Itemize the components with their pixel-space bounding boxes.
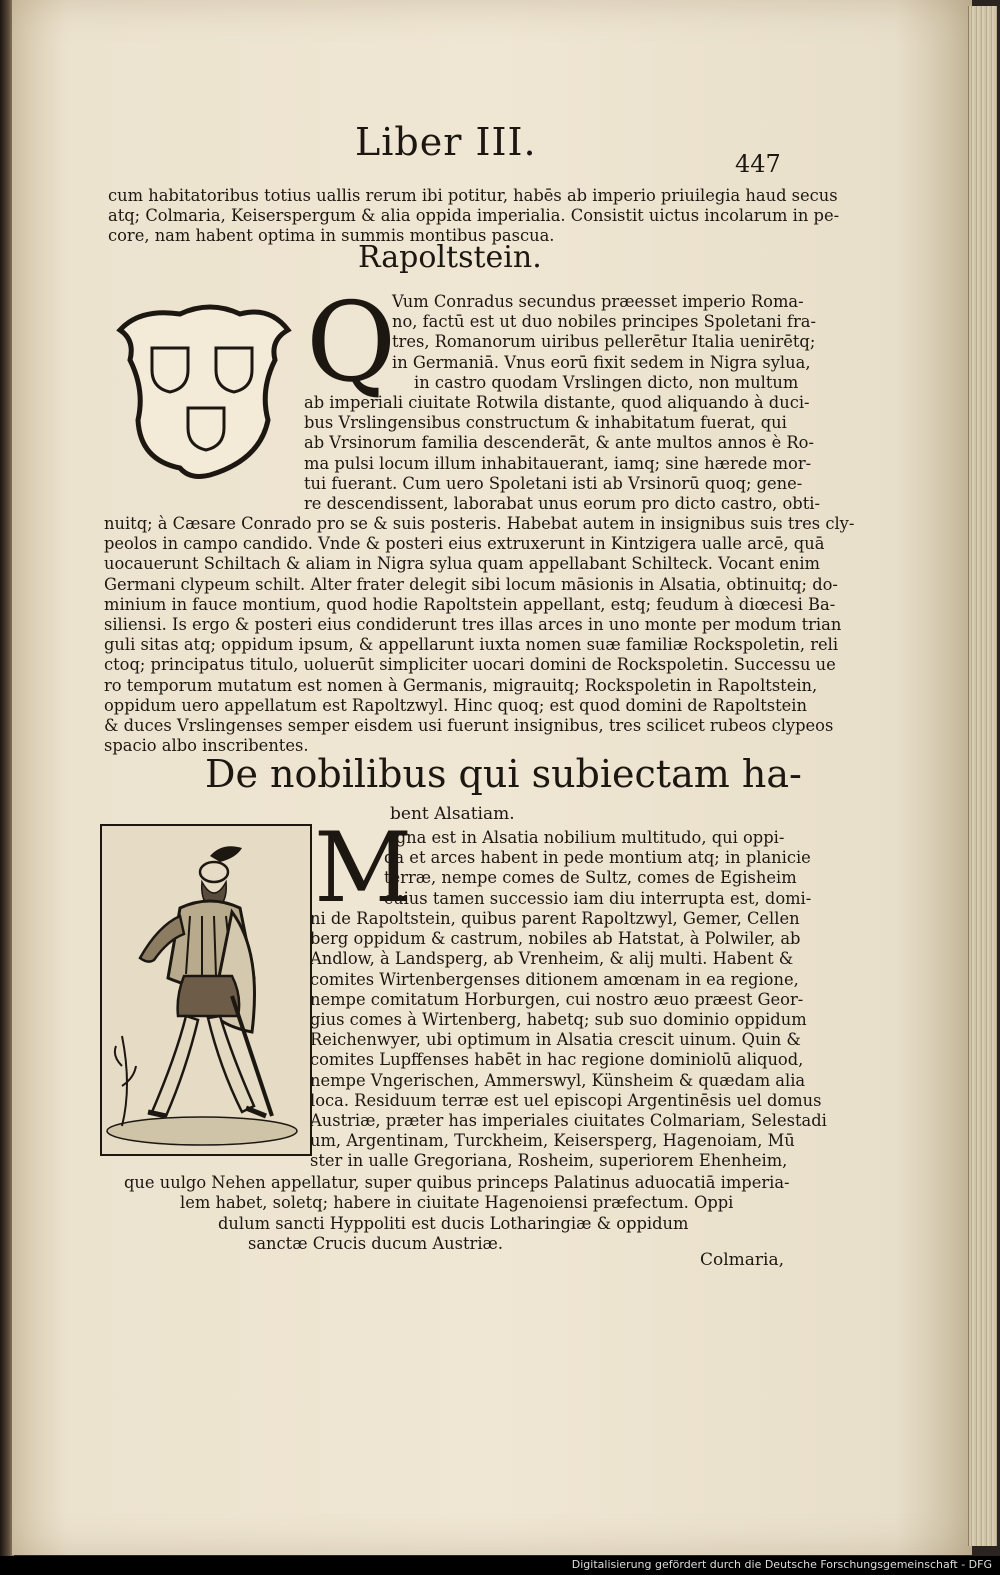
text-line: um, Argentinam, Turckheim, Keisersperg, Hagenoiam, Mū [310, 1131, 795, 1151]
text-line: peolos in campo candido. Vnde & posteri eius extruxerunt in Kintzigera ualle arcē, quā [104, 534, 825, 554]
text-line: ma pulsi locum illum inhabitauerant, iamq; sine hærede mor- [304, 453, 812, 473]
text-line: ro temporum mutatum est nomen à Germanis, migrauitq; Rockspoletin in Rapoltstein, [104, 675, 818, 695]
text-line: terræ, nempe comes de Sultz, comes de Egisheim [384, 868, 797, 888]
text-line: re descendissent, laborabat unus eorum pro dicto castro, obti- [304, 494, 820, 514]
text-line: ctoq; principatus titulo, uoluerūt simpliciter uocari domini de Rockspoletin. Successu ue [104, 655, 836, 675]
text-line: lem habet, soletq; habere in ciuitate Hagenoiensi præfectum. Oppi [180, 1193, 734, 1212]
text-line: spacio albo inscribentes. [104, 736, 309, 756]
text-line: nuitq; à Cæsare Conrado pro se & suis posteris. Habebat autem in insignibus suis tres cly- [104, 514, 855, 533]
section2-closing-c [218, 1214, 688, 1254]
text-line: dulum sancti Hyppoliti est ducis Lotharingiæ & oppidum [218, 1214, 689, 1233]
section2-dropcap-lines [384, 828, 811, 909]
text-line: bent Alsatiam. [390, 804, 515, 824]
text-line: Vum Conradus secundus præesset imperio Roma- [392, 292, 804, 311]
text-line: guli sitas atq; oppidum ipsum, & appellarunt iuxta nomen suæ familiæ Rockspoletin, reli [104, 635, 839, 655]
text-line: no, factū est ut duo nobiles principes Spoletani fra- [392, 312, 816, 332]
section2-beside-illustration [310, 909, 827, 1172]
page-stack-edge [968, 6, 997, 1546]
nobleman-woodcut-illustration [100, 824, 312, 1156]
text-line: ster in ualle Gregoriana, Rosheim, superiorem Ehenheim, [310, 1151, 788, 1171]
text-line: nempe Vngerischen, Ammerswyl, Künsheim & quædam alia [310, 1070, 806, 1090]
text-line: Agna est in Alsatia nobilium multitudo, qui oppi- [384, 828, 785, 847]
text-line: Austriæ, præter has imperiales ciuitates Colmariam, Selestadi [310, 1111, 827, 1131]
section1-indented-b [304, 393, 820, 514]
drop-capital-m: M [314, 812, 413, 924]
section2-closing-b [180, 1193, 733, 1213]
text-line: in castro quodam Vrslingen dicto, non multum [414, 372, 799, 392]
section-title-nobles: De nobilibus qui subiectam ha- [205, 752, 802, 796]
running-head: Liber III. [355, 120, 537, 164]
text-line: cum habitatoribus totius uallis rerum ibi potitur, habēs ab imperio priuilegia haud secus [108, 186, 838, 205]
text-line: comites Wirtenbergenses ditionem amœnam in ea regione, [310, 969, 799, 989]
text-line: ni de Rapoltstein, quibus parent Rapoltzwyl, Gemer, Cellen [310, 909, 800, 928]
text-line: core, nam habent optima in summis montibus pascua. [108, 226, 555, 246]
text-line: Reichenwyer, ubi optimum in Alsatia crescit uinum. Quin & [310, 1030, 801, 1050]
digitization-credit: Digitalisierung gefördert durch die Deutsche Forschungsgemeinschaft - DFG [571, 1558, 992, 1571]
text-line: que uulgo Nehen appellatur, super quibus princeps Palatinus aduocatiā imperia- [124, 1173, 790, 1192]
text-line: uocauerunt Schiltach & aliam in Nigra sylua quam appellabant Schilteck. Vocant enim [104, 554, 820, 574]
text-line: Andlow, à Landsperg, ab Vrenheim, & alij multi. Habent & [310, 949, 794, 969]
intro-paragraph [108, 186, 839, 247]
text-line: siliensi. Is ergo & posteri eius condiderunt tres illas arces in uno monte per modum trian [104, 615, 842, 635]
section1-indented-a [392, 292, 816, 393]
drop-capital-q: Q [306, 278, 397, 406]
text-line: nempe comitatum Horburgen, cui nostro æuo præest Geor- [310, 989, 804, 1009]
text-line: sanctæ Crucis ducum Austriæ. [248, 1234, 504, 1254]
text-line: cuius tamen successio iam diu interrupta est, domi- [384, 888, 812, 908]
section-title-rapoltstein: Rapoltstein. [358, 240, 542, 275]
text-line: tres, Romanorum uiribus pellerētur Italia uenirētq; [392, 332, 816, 352]
text-line: Germani clypeum schilt. Alter frater delegit sibi locum māsionis in Alsatia, obtinuitq; do- [104, 574, 838, 594]
text-line: loca. Residuum terræ est uel episcopi Argentinēsis uel domus [310, 1090, 822, 1110]
text-line: gius comes à Wirtenberg, habetq; sub suo dominio oppidum [310, 1010, 807, 1030]
section2-closing-a [124, 1173, 790, 1193]
text-line: berg oppidum & castrum, nobiles ab Hatstat, à Polwiler, ab [310, 929, 801, 949]
text-line: ab Vrsinorum familia descenderāt, & ante multos annos è Ro- [304, 433, 814, 453]
text-line: & duces Vrslingenses semper eisdem usi fuerunt insignibus, tres scilicet rubeos clypeos [104, 716, 834, 736]
catchword: Colmaria, [700, 1250, 785, 1270]
text-line: atq; Colmaria, Keiserspergum & alia oppida imperialia. Consistit uictus incolarum in pe- [108, 206, 840, 226]
text-line: ab imperiali ciuitate Rotwila distante, quod aliquando à duci- [304, 393, 810, 412]
folio-number: 447 [735, 150, 781, 178]
coat-of-arms-woodcut [100, 300, 300, 490]
text-line: tui fuerant. Cum uero Spoletani isti ab Vrsinorū quoq; gene- [304, 473, 803, 493]
text-line: minium in fauce montium, quod hodie Rapoltstein appellant, estq; feudum à diœcesi Ba- [104, 594, 836, 614]
text-line: bus Vrslingensibus constructum & inhabitatum fuerat, qui [304, 413, 787, 433]
text-line: da et arces habent in pede montium atq; in planicie [384, 848, 811, 868]
text-line: in Germaniā. Vnus eorū fixit sedem in Nigra sylua, [392, 352, 811, 372]
text-line: oppidum uero appellatum est Rapoltzwyl. Hinc quoq; est quod domini de Rapoltstein [104, 695, 808, 715]
section1-full-paragraph [104, 514, 854, 756]
text-line: comites Lupffenses habēt in hac regione dominiolū aliquod, [310, 1050, 804, 1070]
